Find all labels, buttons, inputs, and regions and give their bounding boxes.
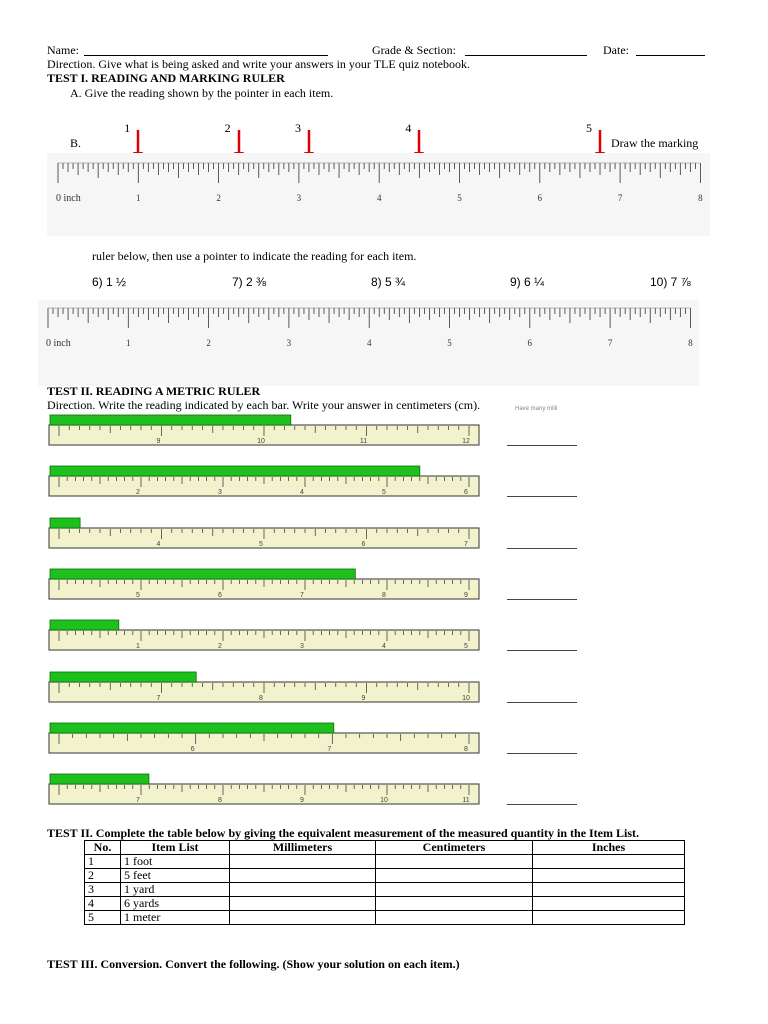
- answer-cell[interactable]: [533, 897, 685, 911]
- answer-cell[interactable]: [376, 855, 533, 869]
- answer-line[interactable]: [507, 753, 577, 754]
- item-10: 10) 7 ⅞: [650, 275, 691, 289]
- table-row: [85, 897, 685, 911]
- metric-label: 3: [218, 489, 222, 497]
- answer-cell[interactable]: [230, 855, 376, 869]
- metric-label: 11: [462, 797, 470, 805]
- measure-bar: [50, 569, 355, 579]
- metric-label: 6: [190, 745, 195, 753]
- answer-line[interactable]: [507, 804, 577, 805]
- metric-label: 10: [257, 438, 265, 445]
- row-item: 6 yards: [121, 897, 230, 911]
- ruler-number: 7: [617, 193, 623, 203]
- ruler-number: 4: [366, 338, 372, 348]
- test1-part-b-label: B.: [70, 136, 82, 150]
- metric-label: 4: [382, 643, 386, 651]
- metric-label: 10: [462, 694, 470, 702]
- metric-ruler: [47, 516, 481, 552]
- metric-label: 5: [464, 643, 468, 651]
- metric-label: 4: [156, 540, 161, 548]
- test2-direction: Direction. Write the reading indicated by each bar. Write your answer in centimeters (cm).: [47, 398, 481, 412]
- metric-label: 7: [327, 745, 332, 753]
- metric-label: 5: [382, 489, 386, 497]
- answer-line[interactable]: [507, 650, 577, 651]
- metric-ruler: [47, 413, 481, 449]
- inch-ruler-2[interactable]: [38, 300, 699, 386]
- metric-label: 7: [464, 540, 468, 548]
- metric-ruler: [47, 670, 481, 706]
- table-row: [85, 911, 685, 925]
- table-row: [85, 869, 685, 883]
- ruler-number: 7: [607, 338, 613, 348]
- answer-line[interactable]: [507, 496, 577, 497]
- ruler-number: 3: [296, 193, 302, 203]
- measure-bar: [50, 672, 196, 682]
- measure-bar: [50, 415, 291, 425]
- metric-label: 6: [218, 591, 222, 599]
- ruler-number: 6: [537, 193, 543, 203]
- direction-text: Direction. Give what is being asked and write your answers in your TLE quiz notebook.: [47, 57, 471, 71]
- measure-bar: [50, 620, 119, 630]
- answer-cell[interactable]: [533, 869, 685, 883]
- metric-label: 1: [136, 643, 140, 651]
- table-header-row: [85, 841, 685, 855]
- metric-label: 10: [380, 797, 388, 805]
- metric-label: 4: [300, 489, 304, 497]
- row-item: 1 yard: [121, 883, 230, 897]
- metric-label: 8: [218, 797, 222, 805]
- date-field[interactable]: [636, 55, 705, 56]
- answer-cell[interactable]: [533, 855, 685, 869]
- table-row: [85, 883, 685, 897]
- grade-section-field[interactable]: [465, 55, 587, 56]
- item-6: 6) 1 ½: [92, 275, 127, 289]
- ruler-number: 6: [527, 338, 533, 348]
- grade-section-label: Grade & Section:: [372, 43, 456, 57]
- answer-cell[interactable]: [533, 883, 685, 897]
- row-item: 1 foot: [121, 855, 230, 869]
- answer-cell[interactable]: [376, 897, 533, 911]
- row-no: 4: [85, 897, 121, 911]
- ruler-number: 5: [457, 193, 462, 203]
- metric-label: 8: [259, 694, 263, 702]
- ruler-number: 8: [688, 338, 693, 348]
- ruler-zero-label: 0 inch: [56, 193, 81, 204]
- inch-ruler-1: [47, 153, 710, 236]
- ruler-number: 1: [126, 338, 131, 348]
- pointer-number: 2: [224, 121, 231, 135]
- row-no: 1: [85, 855, 121, 869]
- measure-bar: [50, 466, 420, 476]
- test3-title: TEST III. Conversion. Convert the following. (Show your solution on each item.): [47, 957, 460, 971]
- metric-label: 9: [464, 591, 468, 599]
- metric-label: 9: [156, 438, 161, 445]
- answer-line[interactable]: [507, 599, 577, 600]
- measure-bar: [50, 723, 334, 733]
- ruler-zero-label: 0 inch: [46, 338, 71, 349]
- conversion-table: [84, 840, 685, 925]
- test2b-title: TEST II. Complete the table below by giving the equivalent measurement of the measured quantity in the Item List.: [47, 826, 640, 840]
- col-centimeters: Centimeters: [376, 841, 533, 855]
- answer-cell[interactable]: [230, 869, 376, 883]
- row-no: 3: [85, 883, 121, 897]
- test1-title: TEST I. READING AND MARKING RULER: [47, 71, 285, 85]
- metric-label: 6: [361, 540, 366, 548]
- name-label: Name:: [47, 43, 79, 57]
- ruler-number: 5: [447, 338, 452, 348]
- row-no: 5: [85, 911, 121, 925]
- metric-label: 9: [361, 694, 366, 702]
- ruler-number: 8: [698, 193, 703, 203]
- metric-label: 11: [359, 438, 368, 445]
- item-7: 7) 2 ⅜: [232, 275, 267, 289]
- ruler-number: 2: [216, 193, 221, 203]
- metric-label: 9: [300, 797, 304, 805]
- row-no: 2: [85, 869, 121, 883]
- metric-label: 5: [136, 591, 140, 599]
- answer-cell[interactable]: [376, 869, 533, 883]
- metric-label: 7: [136, 797, 140, 805]
- clipped-note: Have many milli: [515, 406, 558, 412]
- answer-cell[interactable]: [230, 911, 376, 925]
- metric-label: 2: [218, 643, 222, 651]
- ruler-number: 4: [376, 193, 382, 203]
- pointer-number: 5: [586, 121, 593, 135]
- pointer-number: 1: [124, 121, 131, 135]
- col-item-list: Item List: [121, 841, 230, 855]
- answer-cell[interactable]: [376, 911, 533, 925]
- ruler-number: 1: [136, 193, 141, 203]
- answer-line[interactable]: [507, 702, 577, 703]
- measure-bar: [50, 518, 80, 528]
- answer-cell[interactable]: [533, 911, 685, 925]
- answer-line[interactable]: [507, 548, 577, 549]
- metric-label: 5: [259, 540, 263, 548]
- pointer-number: 3: [294, 121, 301, 135]
- ruler-number: 2: [206, 338, 211, 348]
- metric-ruler: [47, 567, 481, 603]
- metric-label: 3: [300, 643, 304, 651]
- answer-line[interactable]: [507, 445, 577, 446]
- table-row: [85, 855, 685, 869]
- metric-label: 6: [464, 489, 468, 497]
- answer-cell[interactable]: [230, 897, 376, 911]
- test1-part-b-text: ruler below, then use a pointer to indicate the reading for each item.: [92, 249, 417, 263]
- ruler-number: 3: [286, 338, 292, 348]
- metric-label: 7: [300, 591, 304, 599]
- metric-label: 8: [382, 591, 386, 599]
- answer-cell[interactable]: [376, 883, 533, 897]
- test2-title: TEST II. READING A METRIC RULER: [47, 384, 261, 398]
- name-field[interactable]: [84, 55, 328, 56]
- col-no: No.: [85, 841, 121, 855]
- item-9: 9) 6 ¼: [510, 275, 545, 289]
- metric-ruler: [47, 721, 481, 757]
- row-item: 1 meter: [121, 911, 230, 925]
- metric-label: 7: [156, 694, 161, 702]
- metric-label: 8: [464, 745, 468, 753]
- test1-part-a: A. Give the reading shown by the pointer in each item.: [70, 86, 334, 100]
- metric-label: 2: [136, 489, 140, 497]
- metric-ruler: [47, 618, 481, 654]
- row-item: 5 feet: [121, 869, 230, 883]
- col-millimeters: Millimeters: [230, 841, 376, 855]
- metric-ruler: [47, 464, 481, 500]
- item-8: 8) 5 ¾: [371, 275, 406, 289]
- test1-part-b-side: Draw the marking: [611, 136, 699, 150]
- col-inches: Inches: [533, 841, 685, 855]
- pointer-number: 4: [405, 121, 412, 135]
- answer-cell[interactable]: [230, 883, 376, 897]
- measure-bar: [50, 774, 149, 784]
- date-label: Date:: [603, 43, 629, 57]
- metric-ruler: [47, 772, 481, 808]
- metric-label: 12: [462, 438, 470, 445]
